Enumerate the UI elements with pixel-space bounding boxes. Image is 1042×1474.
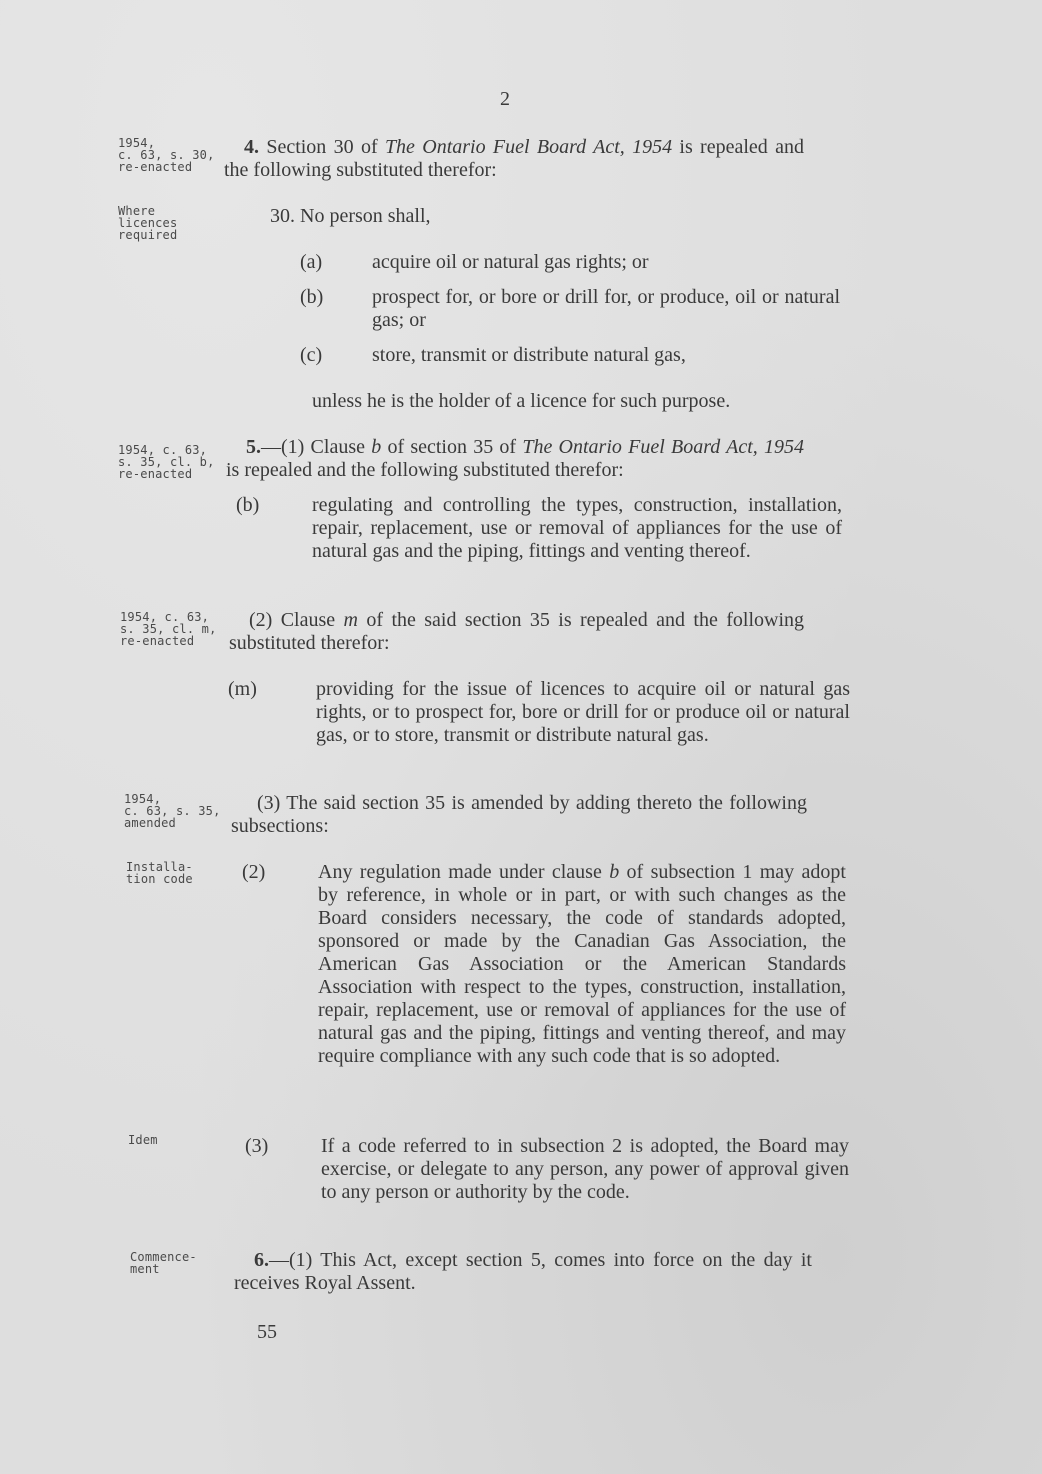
section-number: 4. bbox=[244, 136, 259, 158]
section-4: 4. Section 30 of The Ontario Fuel Board Act, 1954 is repealed and the following substituted therefor: bbox=[224, 136, 804, 181]
marginal-note-cl-b: 1954, c. 63, s. 35, cl. b, re-enacted bbox=[118, 443, 215, 481]
clause-b: (b) prospect for, or bore or drill for, or produce, oil or natural gas; or bbox=[300, 286, 840, 331]
clause-a: (a) acquire oil or natural gas rights; or bbox=[300, 251, 649, 273]
section-5-sub3: (3) The said section 35 is amended by adding thereto the following subsections: bbox=[231, 792, 807, 837]
section-30-closing: unless he is the holder of a licence for such purpose. bbox=[312, 390, 731, 412]
section-6: 6.—(1) This Act, except section 5, comes into force on the day it receives Royal Assent. bbox=[234, 1249, 812, 1294]
section-5-sub1: 5.—(1) Clause b of section 35 of The Ontario Fuel Board Act, 1954 is repealed and the following substituted therefor: bbox=[226, 436, 804, 481]
section-number: 6. bbox=[254, 1249, 269, 1271]
marginal-note-licences: Where licences required bbox=[118, 204, 178, 242]
clause-c: (c) store, transmit or distribute natural gas, bbox=[300, 344, 686, 366]
new-clause-b: (b) regulating and controlling the types, construction, installation, repair, replacement, use or removal of appliances for the use of natural gas and the piping, fittings and venting thereof. bbox=[236, 494, 842, 562]
marginal-note-idem: Idem bbox=[128, 1133, 158, 1147]
section-number: 5. bbox=[246, 436, 261, 458]
new-subsection-2: (2) Any regulation made under clause b of subsection 1 may adopt by reference, in whole or in part, or with such changes as the Board considers necessary, the code of standards adopted, sponsored or made by the Canadian Gas Association, the American Gas Association or the American Standards Association with respect to the types, construction, installation, repair, replacement, use or removal of appliances for the use of natural gas and the piping, fittings and venting thereof, and may require compliance with any such code that is so adopted. bbox=[242, 861, 846, 1067]
marginal-note-commencement: Commence- ment bbox=[130, 1250, 197, 1276]
section-5-sub2: (2) Clause m of the said section 35 is repealed and the following substituted therefor: bbox=[229, 609, 805, 654]
marginal-note-s4: 1954, c. 63, s. 30, re-enacted bbox=[118, 136, 215, 174]
footer-number: 55 bbox=[257, 1321, 277, 1343]
new-subsection-3: (3) If a code referred to in subsection 2 is adopted, the Board may exercise, or delegate to any person, any power of approval given to any person or authority by the code. bbox=[245, 1135, 849, 1203]
marginal-note-amended: 1954, c. 63, s. 35, amended bbox=[124, 792, 221, 830]
section-30-intro: 30. No person shall, bbox=[270, 205, 431, 227]
marginal-note-installation-code: Installa- tion code bbox=[126, 860, 193, 886]
new-clause-m: (m) providing for the issue of licences to acquire oil or natural gas rights, or to prospect for, bore or drill for or produce oil or natural gas, or to store, transmit or distribute natural gas. bbox=[228, 678, 850, 746]
page-number: 2 bbox=[500, 88, 510, 110]
marginal-note-cl-m: 1954, c. 63, s. 35, cl. m, re-enacted bbox=[120, 610, 217, 648]
